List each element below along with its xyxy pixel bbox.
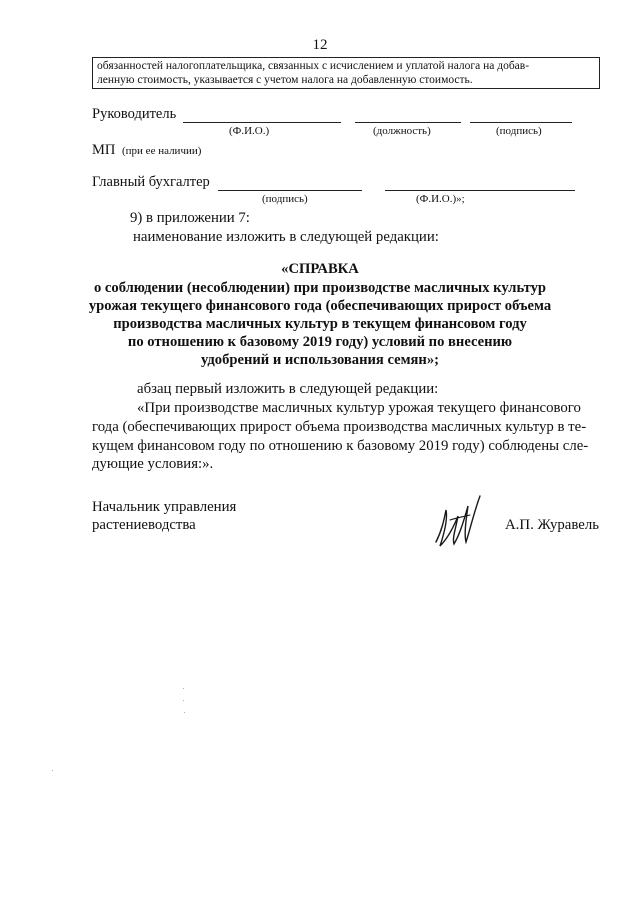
- position-line: [355, 122, 461, 123]
- footer-name: А.П. Журавель: [505, 517, 599, 533]
- title-line: о соблюдении (несоблюдении) при производстве масличных культур: [93, 280, 547, 296]
- mp-note: (при ее наличии): [122, 145, 202, 157]
- fio-line: [183, 122, 341, 123]
- title-line: «СПРАВКА: [281, 261, 359, 277]
- acc-fio-line: [385, 190, 575, 191]
- scan-speck: [184, 712, 185, 713]
- footer-position: растениеводства: [92, 517, 196, 533]
- quote-line: дующие условия:».: [92, 456, 214, 472]
- quote-line: кущем финансовом году по отношению к базовому 2019 году) соблюдены сле-: [92, 438, 589, 454]
- footer-position: Начальник управления: [92, 499, 237, 515]
- boxed-text-line: обязанностей налогоплательщика, связанных с исчислением и уплатой налога на добав-: [97, 60, 530, 72]
- title-line: удобрений и использования семян»;: [201, 352, 439, 368]
- manager-label: Руководитель: [92, 106, 177, 122]
- boxed-text: [92, 57, 600, 89]
- fio-caption: (Ф.И.О.): [229, 125, 270, 137]
- signature-caption: (подпись): [496, 125, 542, 137]
- acc-signature-line: [218, 190, 362, 191]
- scan-speck: [183, 688, 184, 689]
- acc-signature-caption: (подпись): [262, 193, 308, 205]
- quote-line: года (обеспечивающих прирост объема производства масличных культур в те-: [92, 419, 587, 435]
- quote-line: «При производстве масличных культур урожая текущего финансового: [137, 400, 581, 416]
- position-caption: (должность): [373, 125, 431, 137]
- amendment-instruction: наименование изложить в следующей редакции:: [133, 229, 439, 245]
- mp-label: МП: [92, 142, 116, 158]
- title-line: производства масличных культур в текущем финансовом году: [113, 316, 527, 332]
- page-number: 12: [312, 37, 328, 53]
- amendment-item: 9) в приложении 7:: [130, 210, 250, 226]
- paragraph-instruction: абзац первый изложить в следующей редакции:: [137, 381, 439, 397]
- boxed-text-line: ленную стоимость, указывается с учетом налога на добавленную стоимость.: [97, 73, 473, 86]
- signature-line: [470, 122, 572, 123]
- title-line: по отношению к базовому 2019 году) условий по внесению: [127, 334, 513, 350]
- handwritten-signature: [430, 490, 500, 560]
- scan-speck: [52, 770, 53, 771]
- title-line: урожая текущего финансового года (обеспечивающих прирост объема: [88, 298, 552, 314]
- scan-speck: [183, 700, 184, 701]
- acc-fio-caption: (Ф.И.О.)»;: [416, 193, 465, 205]
- accountant-label: Главный бухгалтер: [92, 174, 210, 190]
